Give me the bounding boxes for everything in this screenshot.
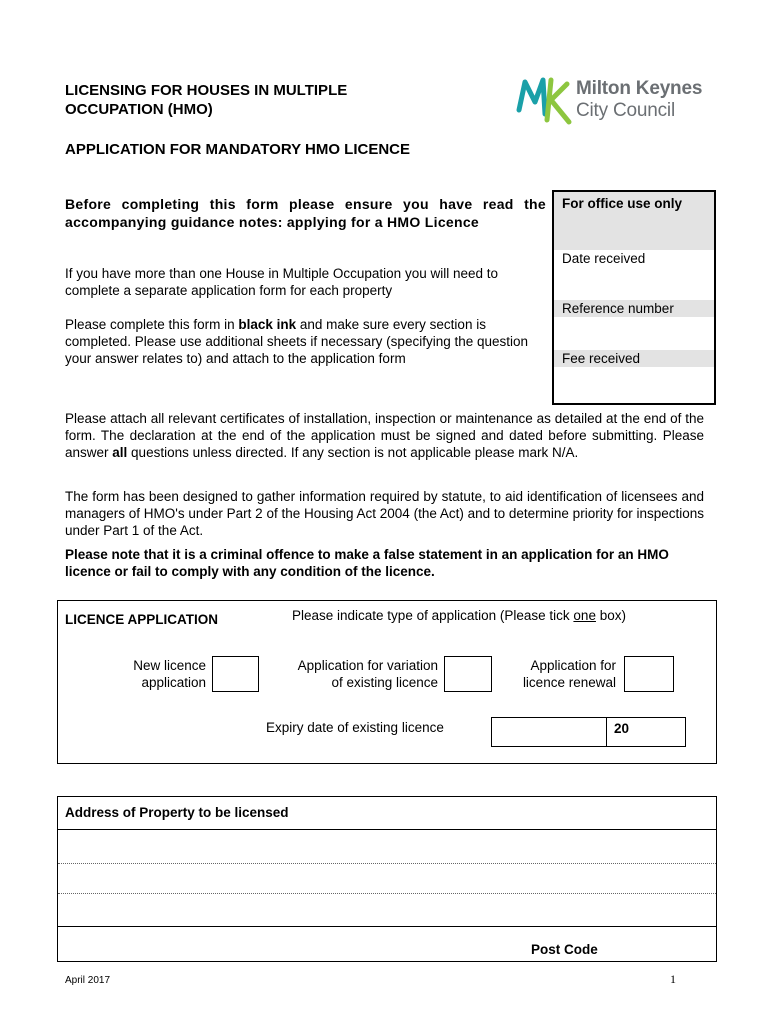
application-type-instruction [292,607,626,624]
expiry-month-field[interactable] [546,717,607,747]
address-line-1[interactable] [58,830,716,864]
reference-number-label: Reference number [554,300,714,317]
instruction-suffix: box) [595,608,626,623]
new-licence-line-1: New licence [133,658,206,673]
before-completing-note: Before completing this form please ensure you have read the accompanying guidance notes: applying for a HMO Licence [65,196,546,230]
post-code-label: Post Code [531,942,598,957]
variation-checkbox[interactable] [444,656,492,692]
new-licence-checkbox[interactable] [212,656,259,692]
attach-paragraph [65,410,704,461]
form-title [65,81,347,119]
address-heading-row [58,797,716,830]
attach-bold: all [112,445,128,460]
multiple-hmo-note: If you have more than one House in Multiple Occupation you will need to complete a separate application form for each property [65,266,499,298]
ink-prefix: Please complete this form in [65,317,239,332]
renewal-line-2: licence renewal [522,675,616,690]
logo-line-1: Milton Keynes [576,78,703,99]
criminal-offence-warning: Please note that it is a criminal offence to make a false statement in an application for an HMO licence or fail to comply with any condition of the licence. [65,547,669,579]
licence-application-heading: LICENCE APPLICATION [65,612,219,627]
variation-line-2: of existing licence [331,675,438,690]
attach-part-2: questions unless directed. If any section is not applicable please mark N/A. [127,445,579,460]
reference-number-field[interactable] [554,317,714,350]
date-received-label: Date received [562,251,646,266]
address-heading: Address of Property to be licensed [65,805,289,820]
expiry-date-label: Expiry date of existing licence [266,720,444,735]
footer-date: April 2017 [65,975,111,986]
attach-part-1: Please attach all relevant certificates of installation, inspection or maintenance as detailed at the end of the form. The declaration at the end of the application must be signed and dated before submitting. Please answer [65,411,704,460]
form-subtitle: APPLICATION FOR MANDATORY HMO LICENCE [65,141,410,158]
statute-paragraph: The form has been designed to gather information required by statute, to aid identification of licensees and managers of HMO's under Part 2 of the Housing Act 2004 (the Act) and to determine priority for inspections under Part 1 of the Act. [65,489,704,538]
page-number: 1 [670,972,676,986]
variation-line-1: Application for variation [297,658,438,673]
address-line-3[interactable] [58,894,716,927]
renewal-label [498,657,616,691]
ink-instructions [65,316,550,367]
address-line-2[interactable] [58,864,716,894]
renewal-line-1: Application for [530,658,616,673]
new-licence-line-2: application [141,675,206,690]
title-line-1: LICENSING FOR HOUSES IN MULTIPLE [65,82,348,99]
ink-bold: black ink [238,317,297,332]
fee-received-label: Fee received [554,350,714,367]
date-received-field[interactable] [554,267,714,300]
instruction-prefix: Please indicate type of application (Please tick [292,608,574,623]
expiry-year-prefix: 20 [614,721,630,736]
ink-suffix: and make sure every section is completed. Please use additional sheets if necessary (specifying the question your answer relates to) and attach to the application form [65,317,529,366]
expiry-year-field[interactable] [607,717,686,747]
office-use-box [552,190,716,405]
logo-line-2: City Council [576,100,675,121]
variation-label [268,657,438,691]
property-address-section [57,796,717,962]
mk-logo-icon [515,76,575,128]
office-use-heading: For office use only [554,192,714,250]
new-licence-label [88,657,206,691]
renewal-checkbox[interactable] [624,656,674,692]
title-line-2: OCCUPATION (HMO) [65,101,213,118]
fee-received-field[interactable] [554,367,714,399]
licence-application-section [57,600,717,764]
instruction-underline: one [573,608,596,623]
expiry-day-field[interactable] [491,717,547,747]
address-line-4[interactable] [58,927,716,959]
